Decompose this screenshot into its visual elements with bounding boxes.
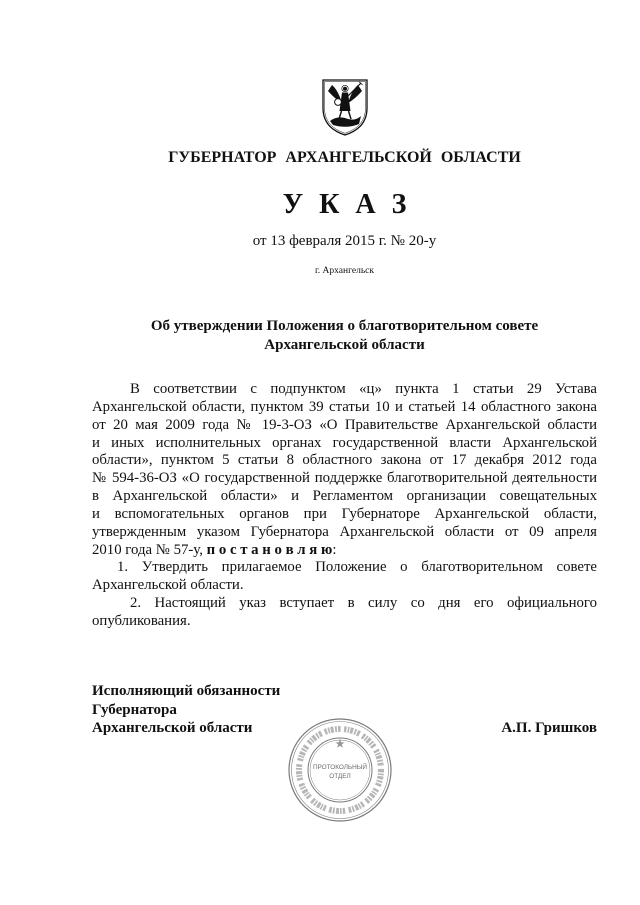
signer-position-line: Исполняющий обязанности <box>92 683 281 699</box>
stamp-inner-text: ПРОТОКОЛЬНЫЙ <box>312 764 368 771</box>
signer-position-line: Губернатора <box>92 701 177 718</box>
coat-of-arms-icon <box>317 72 373 138</box>
document-date-number: от 13 февраля 2015 г. № 20-у <box>252 233 437 249</box>
decree-word: п о с т а н о в л я ю <box>206 541 333 558</box>
body-line: № 594-36-ОЗ «О государственной поддержке благотворительной деятельности <box>92 470 597 487</box>
body-line: области», пунктом 5 статьи 8 областного закона от 17 декабря 2012 года <box>92 452 597 469</box>
document-body <box>92 381 597 631</box>
seal-stamp <box>286 716 394 824</box>
document-title-line: Об утверждении Положения о благотворительном совете <box>150 317 539 334</box>
issuing-authority: ГУБЕРНАТОР АРХАНГЕЛЬСКОЙ ОБЛАСТИ <box>168 149 521 166</box>
signer-position-line: Архангельской области <box>92 720 253 736</box>
signer-name: А.П. Гришков <box>501 720 597 736</box>
list-item-line: 2. Настоящий указ вступает в силу со дня его официального <box>130 595 597 612</box>
list-item-line: Архангельской области. <box>92 577 244 594</box>
body-line: от 20 мая 2009 года № 19-3-ОЗ «О Правительстве Архангельской области <box>92 416 597 433</box>
body-line: и вспомогательных органов при Губернаторе Архангельской области, <box>92 505 597 522</box>
document-city: г. Архангельск <box>314 266 374 276</box>
body-line-text: 2010 года № 57-у, <box>92 541 207 558</box>
body-line: и иных исполнительных органах государственной власти Архангельской <box>92 434 597 451</box>
body-line-decree <box>92 542 597 560</box>
body-line: Архангельской области, пунктом 39 статьи 10 и статьей 14 областного закона <box>92 398 597 415</box>
body-line: В соответствии с подпунктом «ц» пункта 1 статьи 29 Устава <box>130 381 597 397</box>
document-type: У К А З <box>282 189 407 220</box>
body-line: в Архангельской области» и Регламентом организации совещательных <box>92 488 597 505</box>
list-item-line: опубликования. <box>92 612 191 629</box>
stamp-inner-text: ОТДЕЛ <box>329 773 351 780</box>
body-line: утвержденным указом Губернатора Архангельской области от 09 апреля <box>92 523 597 540</box>
decree-colon: : <box>332 541 337 558</box>
document-title-line: Архангельской области <box>264 336 425 353</box>
document-title <box>92 317 597 355</box>
list-item-line: 1. Утвердить прилагаемое Положение о благотворительном совете <box>117 559 597 576</box>
